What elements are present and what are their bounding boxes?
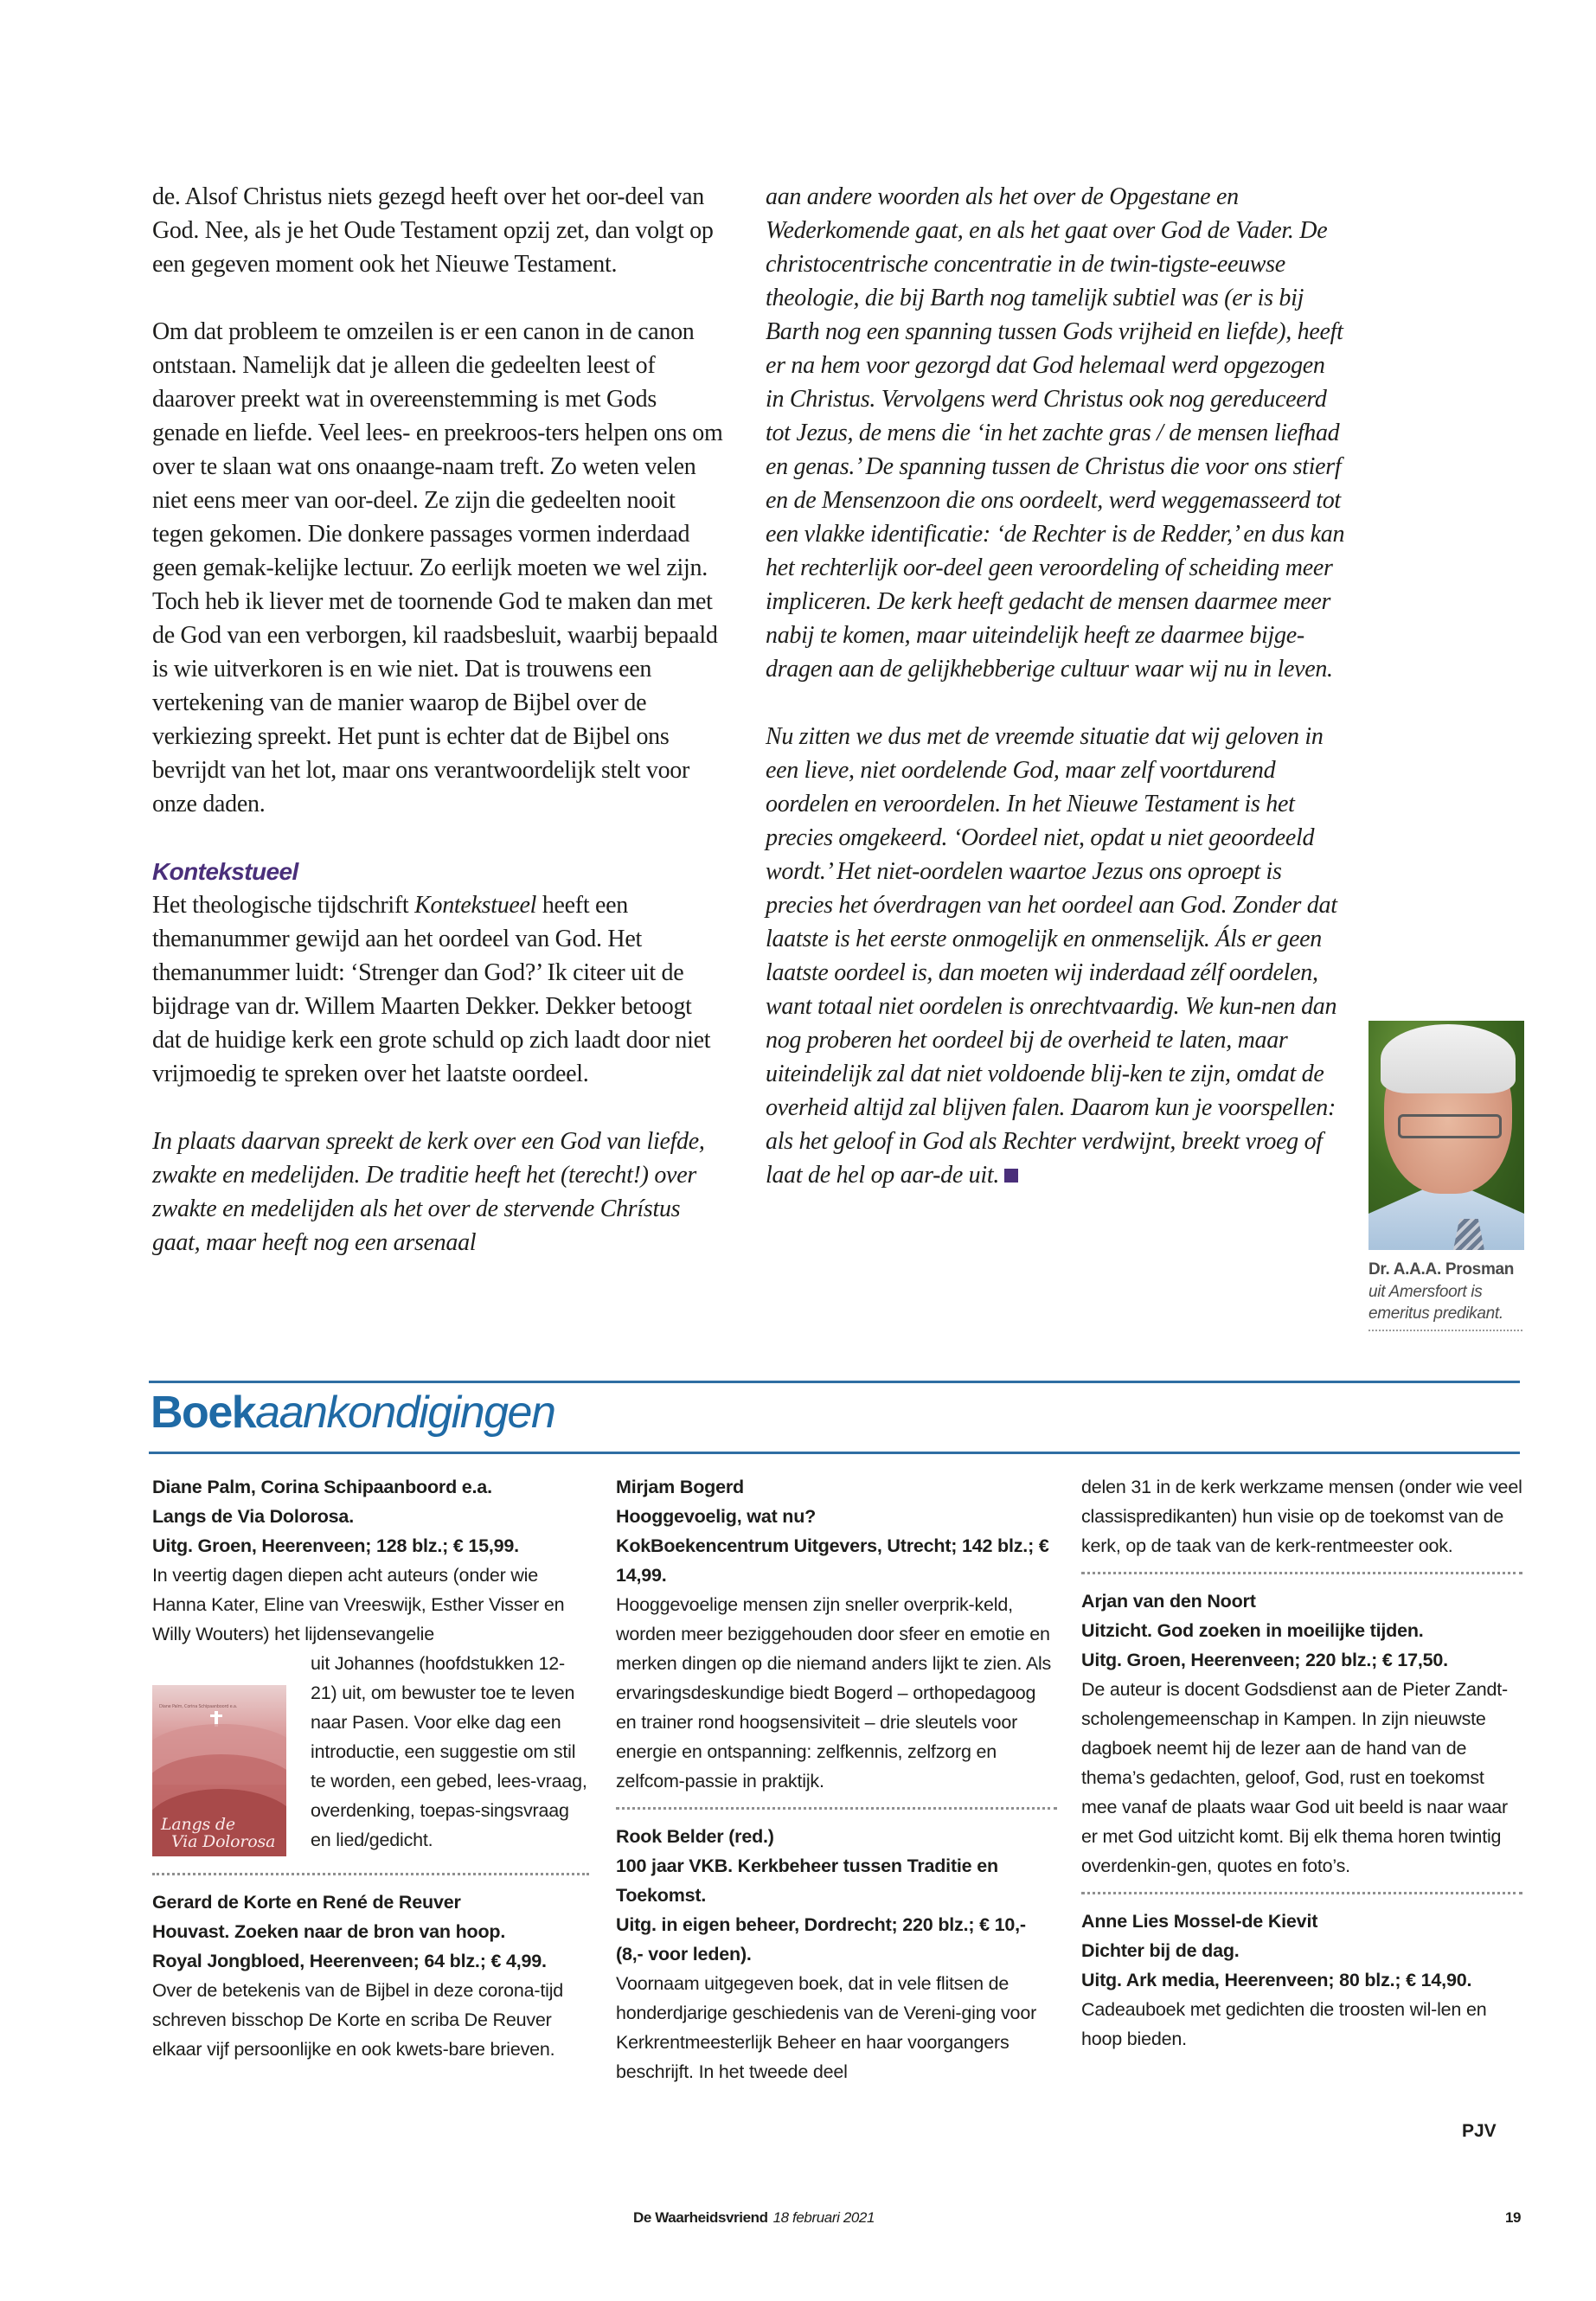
article-paragraph-kontekstueel [152,888,723,1091]
author-box [1368,1021,1529,1331]
book-entry [152,1472,589,1862]
book-description-continued: uit Johannes (hoofdstukken 12-21) uit, om bewuster toe te leven naar Pasen. Voor elke dag een introductie, een suggestie om stil te worden, een gebed, lees-vraag, overdenking, toepas-singsvraag en lied/gedicht. [311,1653,587,1850]
article-paragraph: de. Alsof Christus niets gezegd heeft over het oor-deel van God. Nee, als je het Oude Testament opzij zet, dan volgt op een gegeven moment ook het Nieuwe Testament. [152,183,714,278]
journal-title-italic: Kontekstueel [414,892,537,919]
book-title: 100 jaar VKB. Kerkbeheer tussen Traditie en Toekomst. [616,1856,998,1906]
page-number: 19 [1505,2209,1522,2226]
author-name: Dr. A.A.A. Prosman [1368,1260,1515,1279]
book-entry [616,1472,1057,1796]
section-title [151,1382,554,1443]
publication-name: De Waarheidsvriend [633,2209,768,2226]
book-title: Langs de Via Dolorosa. [152,1506,354,1527]
book-description: In veertig dagen diepen acht auteurs (onder wie Hanna Kater, Eline van Vreeswijk, Esther Visser en Willy Wouters) het lijdensevangelie [152,1565,565,1644]
text-run: Het theologische tijdschrift [152,892,415,919]
book-publication: Royal Jongbloed, Heerenveen; 64 blz.; € 4,99. [152,1951,547,1971]
text-run: Nu zitten we dus met de vreemde situatie dat wij geloven in een lieve, niet oordelende God, maar zelf voortdurend oordelen en veroordelen. In het Nieuwe Testament is het precies omgekeerd. ‘Oordeel niet, opdat u niet geoordeeld wordt.’ Het niet-oordelen waartoe Jezus ons oproept is precies het óverdragen van het oordeel aan God. Zonder dat laatste is het eerste onmogelijk en onmenselijk. Áls er geen laatste oordeel is, dan moeten wij inderdaad zélf oordelen, want totaal niet oordelen is onrechtvaardig. We kun-nen dan nog proberen het oordeel bij de overheid te laten, maar uiteindelijk zal dat niet voldoende blij-ken te zijn, omdat de overheid altijd zal blijven falen. Daarom kun je voorspellen: als het geloof in God als Rechter verdwijnt, breekt vroeg of laat de hel op aar-de uit. [766,723,1337,1189]
book-publication: Uitg. Groen, Heerenveen; 128 blz.; € 15,99. [152,1535,519,1556]
book-publication: KokBoekencentrum Uitgevers, Utrecht; 142 blz.; € 14,99. [616,1535,1049,1586]
photo-hair [1381,1024,1516,1093]
text-run: heeft een themanummer gewijd aan het oordeel van God. Het themanummer luidt: ‘Strenger dan God?’ Ik citeer uit de bijdrage van dr. Willem Maarten Dekker. Dekker betoogt dat de huidige kerk een grote schuld op zich laadt door niet vrijmoedig te spreken over het laatste oordeel. [152,892,711,1087]
reviewer-signature: PJV [1462,2121,1497,2141]
book-title: Uitzicht. God zoeken in moeilijke tijden. [1081,1620,1424,1641]
author-photo [1368,1021,1524,1250]
book-author: Rook Belder (red.) [616,1826,774,1847]
quote-paragraph-final [766,720,1345,1192]
author-divider [1368,1330,1522,1331]
quote-paragraph: In plaats daarvan spreekt de kerk over een God van liefde, zwakte en medelijden. De traditie heeft het (terecht!) over zwakte en medelijden als het over de stervende Chrístus gaat, maar heeft nog een arsenaal [152,1128,705,1256]
subheading-kontekstueel: Kontekstueel [152,858,298,885]
article-right-column [766,180,1345,1192]
books-column-3 [1081,1472,1522,2054]
book-title: Houvast. Zoeken naar de bron van hoop. [152,1921,506,1942]
book-author: Anne Lies Mossel-de Kievit [1081,1911,1318,1932]
book-description: Voornaam uitgegeven boek, dat in vele flitsen de honderdjarige geschiedenis van de Vereni-ging voor Kerkrentmeesterlijk Beheer en haar voorgangers beschrijft. In het tweede deel [616,1973,1037,2082]
book-description: De auteur is docent Godsdienst aan de Pieter Zandt-scholengemeenschap in Kampen. In zijn nieuwste dagboek neemt hij de lezer aan de hand van de thema’s gedachten, geloof, God, rust en toekomst mee vanaf de plaats waar God uit beeld is naar waar er met God uitzicht komt. Bij elk thema horen twintig overdenkin-gen, quotes en foto’s. [1081,1679,1508,1876]
book-title: Hooggevoelig, wat nu? [616,1506,817,1527]
book-description: Cadeauboek met gedichten die troosten wil-len en hoop bieden. [1081,1999,1487,2049]
book-description: Over de betekenis van de Bijbel in deze corona-tijd schreven bisschop De Korte en scriba De Reuver elkaar vijf persoonlijke en ook kwets-bare brieven. [152,1980,564,2060]
book-entry [1081,1586,1522,1881]
book-entry-continued [1081,1472,1522,1561]
section-bottom-rule [149,1452,1520,1454]
book-author: Diane Palm, Corina Schipaanboord e.a. [152,1477,492,1497]
dotted-divider [152,1873,589,1875]
books-column-1 [152,1472,589,2064]
article-left-column [152,180,723,1259]
section-title-bold: Boek [151,1388,256,1438]
photo-glasses [1398,1114,1502,1138]
book-author: Gerard de Korte en René de Reuver [152,1892,461,1913]
book-description-continued: delen 31 in de kerk werkzame mensen (onder wie veel classispredikanten) hun visie op de toekomst van de kerk, op de taak van de kerk-rentmeester ook. [1081,1477,1522,1556]
photo-shirt [1368,1189,1524,1250]
footer-publication [633,2209,875,2227]
author-description: uit Amersfoort is emeritus predikant. [1368,1283,1503,1323]
dotted-divider [616,1807,1057,1810]
article-paragraph: Om dat probleem te omzeilen is er een canon in de canon ontstaan. Namelijk dat je alleen die gedeelten leest of daarover preekt wat in overeenstemming is met Gods genade en liefde. Veel lees- en preekroos-ters helpen ons om over te slaan wat ons onaange-naam treft. Zo weten velen niet eens meer van oor-deel. Ze zijn die gedeelten nooit tegen gekomen. Die donkere passages vormen inderdaad geen gemak-kelijke lectuur. Zo eerlijk moeten we wel zijn. Toch heb ik liever met de toornende God te maken dan met de God van een verborgen, kil raadsbesluit, waarbij bepaald is wie uitverkoren is en wie niet. Dat is trouwens een vertekening van de manier waarop de Bijbel over de verkiezing spreekt. Het punt is echter dat de Bijbel ons bevrijdt van het lot, maar ons verantwoordelijk stelt voor onze daden. [152,318,723,817]
book-description: Hooggevoelige mensen zijn sneller overprik-keld, worden meer beziggehouden door sfeer en emotie en merken dingen op die niemand anders lijkt te zien. Als ervaringsdeskundige biedt Bogerd – orthopedagoog en trainer rond hoogsensiviteit – drie sleutels voor energie en ontspanning: zelfkennis, zelfzorg en zelfcom-passie in praktijk. [616,1594,1052,1791]
cover-title-line1: Langs de [161,1815,235,1834]
book-entry [616,1822,1057,2086]
dotted-divider [1081,1572,1522,1574]
end-of-article-square-icon [1004,1169,1018,1183]
book-author: Mirjam Bogerd [616,1477,744,1497]
book-cover-wrap [152,1649,589,1862]
book-publication: Uitg. Ark media, Heerenveen; 80 blz.; € 14,90. [1081,1970,1472,1990]
cover-authors: Diane Palm, Corina Schipaanboord e.a. [159,1704,238,1709]
book-entry [1081,1907,1522,2054]
quote-paragraph: aan andere woorden als het over de Opgestane en Wederkomende gaat, en als het gaat over God de Vader. De christocentrische concentratie in de twin-tigste-eeuwse theologie, die bij Barth nog tamelijk subtiel was (er is bij Barth nog een spanning tussen Gods vrijheid en liefde), heeft er na hem voor gezorgd dat God helemaal werd opgezogen in Christus. Vervolgens werd Christus ook nog gereduceerd tot Jezus, de mens die ‘in het zachte gras / de mensen liefhad en genas.’ De spanning tussen de Christus die voor ons stierf en de Mensenzoon die ons oordeelt, werd weggemasseerd tot een vlakke identificatie: ‘de Rechter is de Redder,’ en dus kan het rechterlijk oor-deel geen veroordeling of scheiding meer impliceren. De kerk heeft gedacht de mensen daarmee meer nabij te komen, maar uiteindelijk heeft ze daarmee bijge-dragen aan de gelijkhebberige cultuur waar wij nu in leven. [766,183,1345,683]
books-column-2 [616,1472,1057,2086]
book-publication: Uitg. in eigen beheer, Dordrecht; 220 blz.; € 10,- (8,- voor leden). [616,1914,1026,1965]
book-entry [152,1888,589,2064]
section-title-italic: aankondigingen [255,1388,555,1438]
book-publication: Uitg. Groen, Heerenveen; 220 blz.; € 17,50. [1081,1650,1448,1670]
cover-title-line2: Via Dolorosa [171,1832,276,1851]
book-title: Dichter bij de dag. [1081,1940,1240,1961]
book-cover-image [152,1685,286,1856]
dotted-divider [1081,1892,1522,1894]
book-author: Arjan van den Noort [1081,1591,1256,1612]
publication-date: 18 februari 2021 [772,2209,875,2226]
